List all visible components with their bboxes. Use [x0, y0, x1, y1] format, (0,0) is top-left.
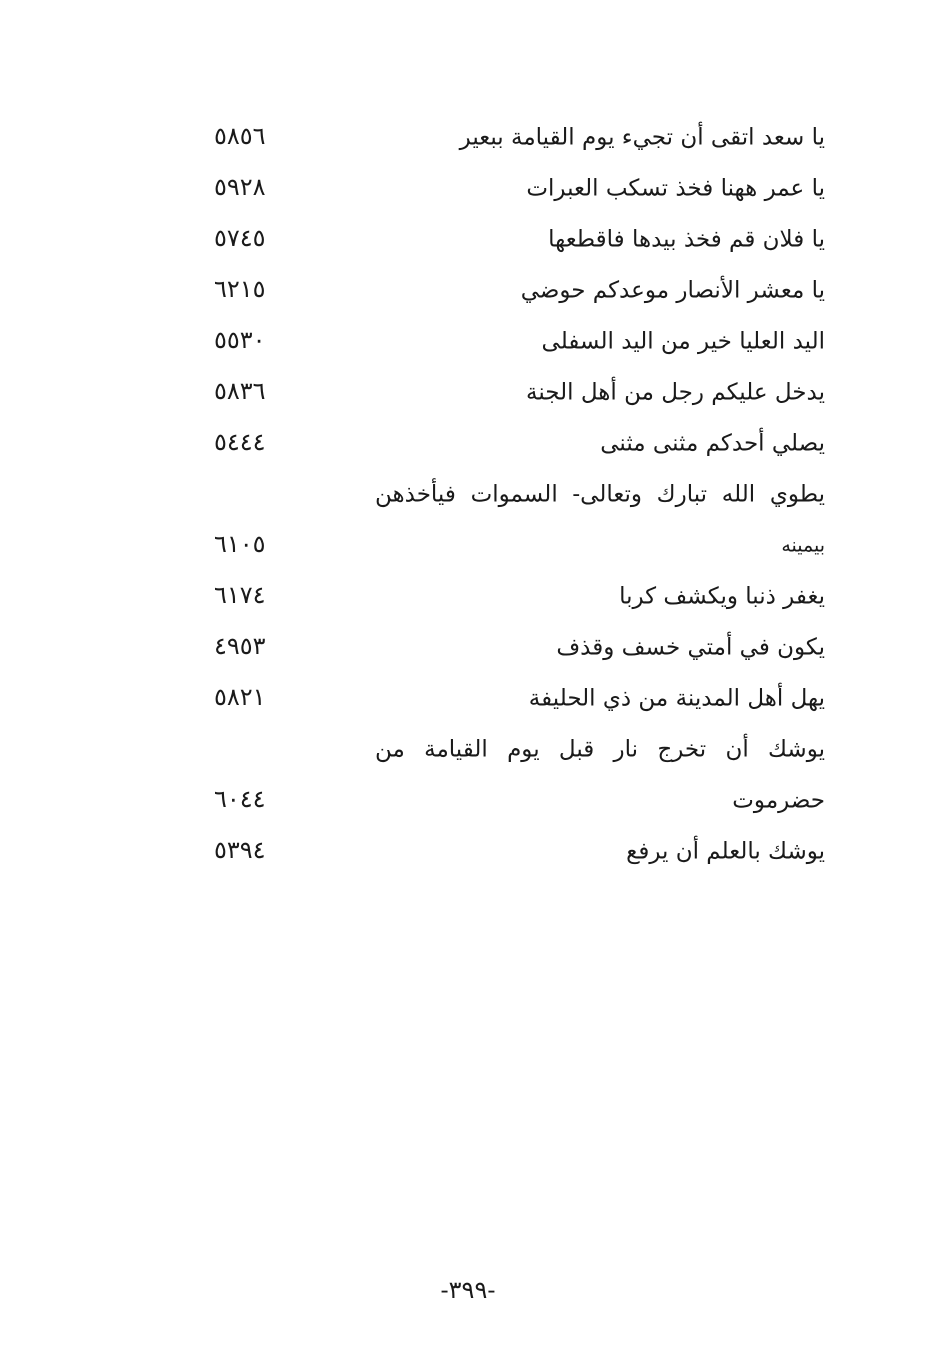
entry-number: ٦١٠٥	[214, 529, 266, 558]
list-item-continuation	[200, 520, 825, 571]
entry-number: ٦٠٤٤	[214, 784, 266, 813]
entry-number: ٥٧٤٥	[214, 223, 266, 252]
entry-text: يوشك بالعلم أن يرفع	[626, 838, 825, 864]
list-item	[200, 316, 825, 367]
list-item	[200, 418, 825, 469]
entry-number: ٥٥٣٠	[214, 325, 266, 354]
entry-text: يصلي أحدكم مثنى مثنى	[600, 430, 825, 456]
entry-number: ٦٢١٥	[214, 274, 266, 303]
list-item	[200, 469, 825, 520]
list-item	[200, 112, 825, 163]
list-item	[200, 367, 825, 418]
entry-number: ٥٣٩٤	[214, 835, 266, 864]
entry-text: اليد العليا خير من اليد السفلى	[541, 328, 825, 354]
list-item	[200, 265, 825, 316]
entry-number: ٤٩٥٣	[214, 631, 266, 660]
entry-text: يكون في أمتي خسف وقذف	[556, 634, 825, 660]
entry-number: ٦١٧٤	[214, 580, 266, 609]
entry-text: يهل أهل المدينة من ذي الحليفة	[528, 685, 825, 711]
entry-text-line2: بيمينه	[781, 534, 825, 556]
entry-text-line1: يوشك أن تخرج نار قبل يوم القيامة من	[375, 736, 825, 762]
entry-text: يا فلان قم فخذ بيدها فاقطعها	[548, 226, 825, 252]
entry-text-line1: يطوي الله تبارك وتعالى- السموات فيأخذهن	[375, 481, 825, 507]
page-number: -٣٩٩-	[440, 1276, 496, 1304]
entry-number: ٥٨٢١	[214, 682, 266, 711]
entry-text: يدخل عليكم رجل من أهل الجنة	[526, 379, 825, 405]
entry-number: ٥٤٤٤	[214, 427, 266, 456]
list-item	[200, 163, 825, 214]
entry-number: ٥٨٥٦	[214, 121, 266, 150]
list-item	[200, 571, 825, 622]
list-item	[200, 622, 825, 673]
entry-text: يا معشر الأنصار موعدكم حوضي	[520, 277, 825, 303]
list-item-continuation	[200, 775, 825, 826]
entry-text: يا سعد اتقى أن تجيء يوم القيامة ببعير	[459, 124, 825, 150]
list-item	[200, 826, 825, 877]
list-item	[200, 673, 825, 724]
entry-number: ٥٩٢٨	[214, 172, 266, 201]
entry-text-line2: حضرموت	[732, 787, 825, 813]
entry-text: يا عمر ههنا فخذ تسكب العبرات	[526, 175, 825, 201]
entry-number: ٥٨٣٦	[214, 376, 266, 405]
list-item	[200, 214, 825, 265]
entry-text: يغفر ذنبا ويكشف كربا	[619, 583, 825, 609]
hadith-index-list	[200, 112, 825, 877]
list-item	[200, 724, 825, 775]
